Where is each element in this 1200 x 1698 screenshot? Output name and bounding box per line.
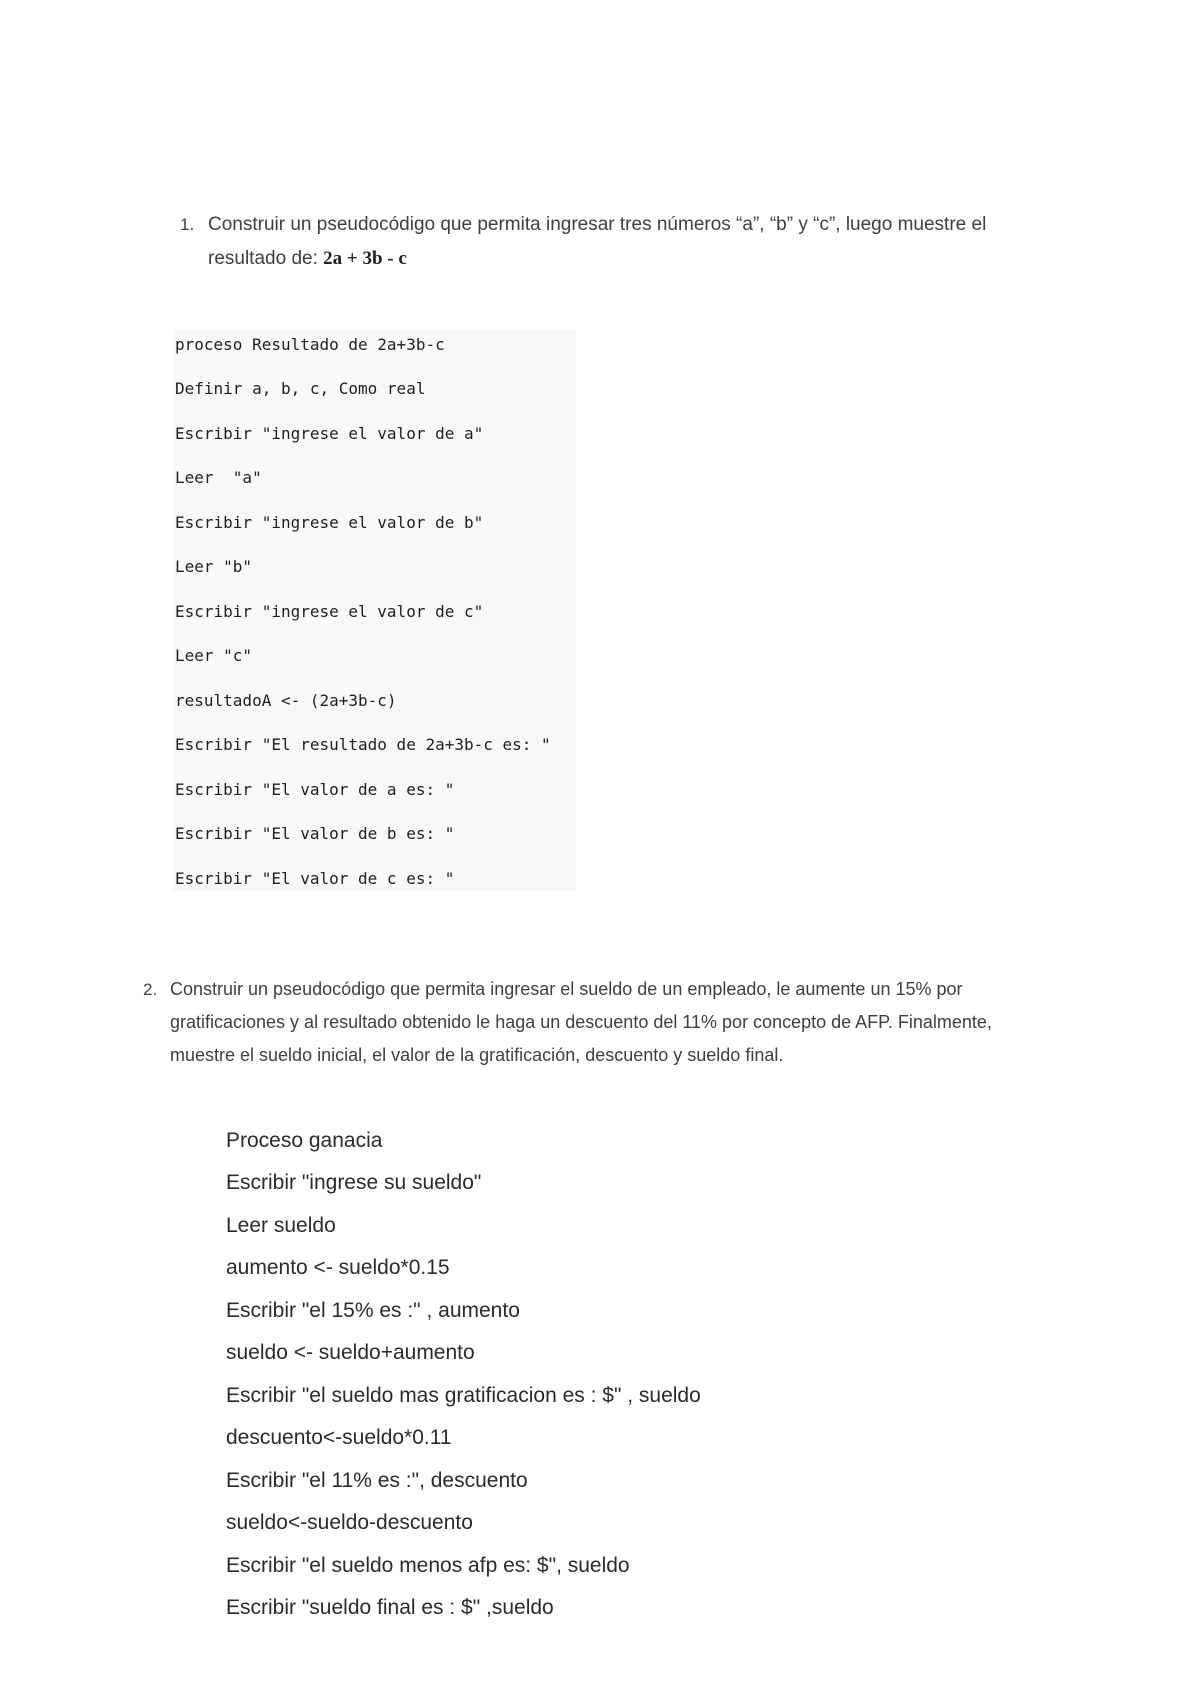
code-line: Leer "a" (175, 468, 262, 487)
code-line: Escribir "ingrese el valor de c" (175, 602, 484, 621)
code-block-1 (173, 330, 576, 891)
code-line: Leer "b" (175, 557, 253, 576)
question-2-text: Construir un pseudocódigo que permita ingresar el sueldo de un empleado, le aumente un 15% por gratificaciones y al resultado obtenido le haga un descuento del 11% por concepto de AFP. Finalmente, muestre el sueldo inicial, el valor de la gratificación, descuento y sueldo final. (170, 979, 992, 1065)
question-1-text (208, 208, 1010, 276)
code-line: Definir a, b, c, Como real (175, 379, 426, 398)
question-1 (180, 208, 1010, 276)
question-2-number: 2. (143, 980, 158, 999)
code-line: Escribir "El valor de a es: " (175, 780, 455, 799)
code-line: resultadoA <- (2a+3b-c) (175, 691, 397, 710)
question-1-prompt: Construir un pseudocódigo que permita ingresar tres números “a”, “b” y “c”, luego muestre el resultado de: (208, 214, 987, 269)
code-line: Escribir "El resultado de 2a+3b-c es: " (175, 735, 551, 754)
code-line: Escribir "el 11% es :", descuento (226, 1469, 528, 1492)
code-line: Escribir "el 15% es :" , aumento (226, 1299, 520, 1322)
code-line: Escribir "sueldo final es : $" ,sueldo (226, 1596, 554, 1619)
code-line: Escribir "ingrese el valor de a" (175, 424, 484, 443)
question-2 (143, 973, 1003, 1072)
code-line: Escribir "El valor de c es: " (175, 869, 455, 888)
question-1-formula: 2a + 3b - c (323, 248, 407, 269)
question-1-number: 1. (180, 215, 195, 234)
code-line: Leer sueldo (226, 1214, 336, 1237)
code-line: Escribir "El valor de b es: " (175, 824, 455, 843)
code-line: Escribir "el sueldo mas gratificacion es : $" , sueldo (226, 1384, 701, 1407)
code-line: aumento <- sueldo*0.15 (226, 1256, 450, 1279)
code-line: proceso Resultado de 2a+3b-c (175, 335, 445, 354)
code-line: Escribir "el sueldo menos afp es: $", sueldo (226, 1554, 630, 1577)
code-line: sueldo <- sueldo+aumento (226, 1341, 475, 1364)
code-line: descuento<-sueldo*0.11 (226, 1426, 452, 1449)
code-line: Proceso ganacia (226, 1129, 383, 1152)
code-line: Leer "c" (175, 646, 253, 665)
code-line: sueldo<-sueldo-descuento (226, 1511, 473, 1534)
code-line: Escribir "ingrese su sueldo" (226, 1171, 482, 1194)
code-line: Escribir "ingrese el valor de b" (175, 513, 484, 532)
